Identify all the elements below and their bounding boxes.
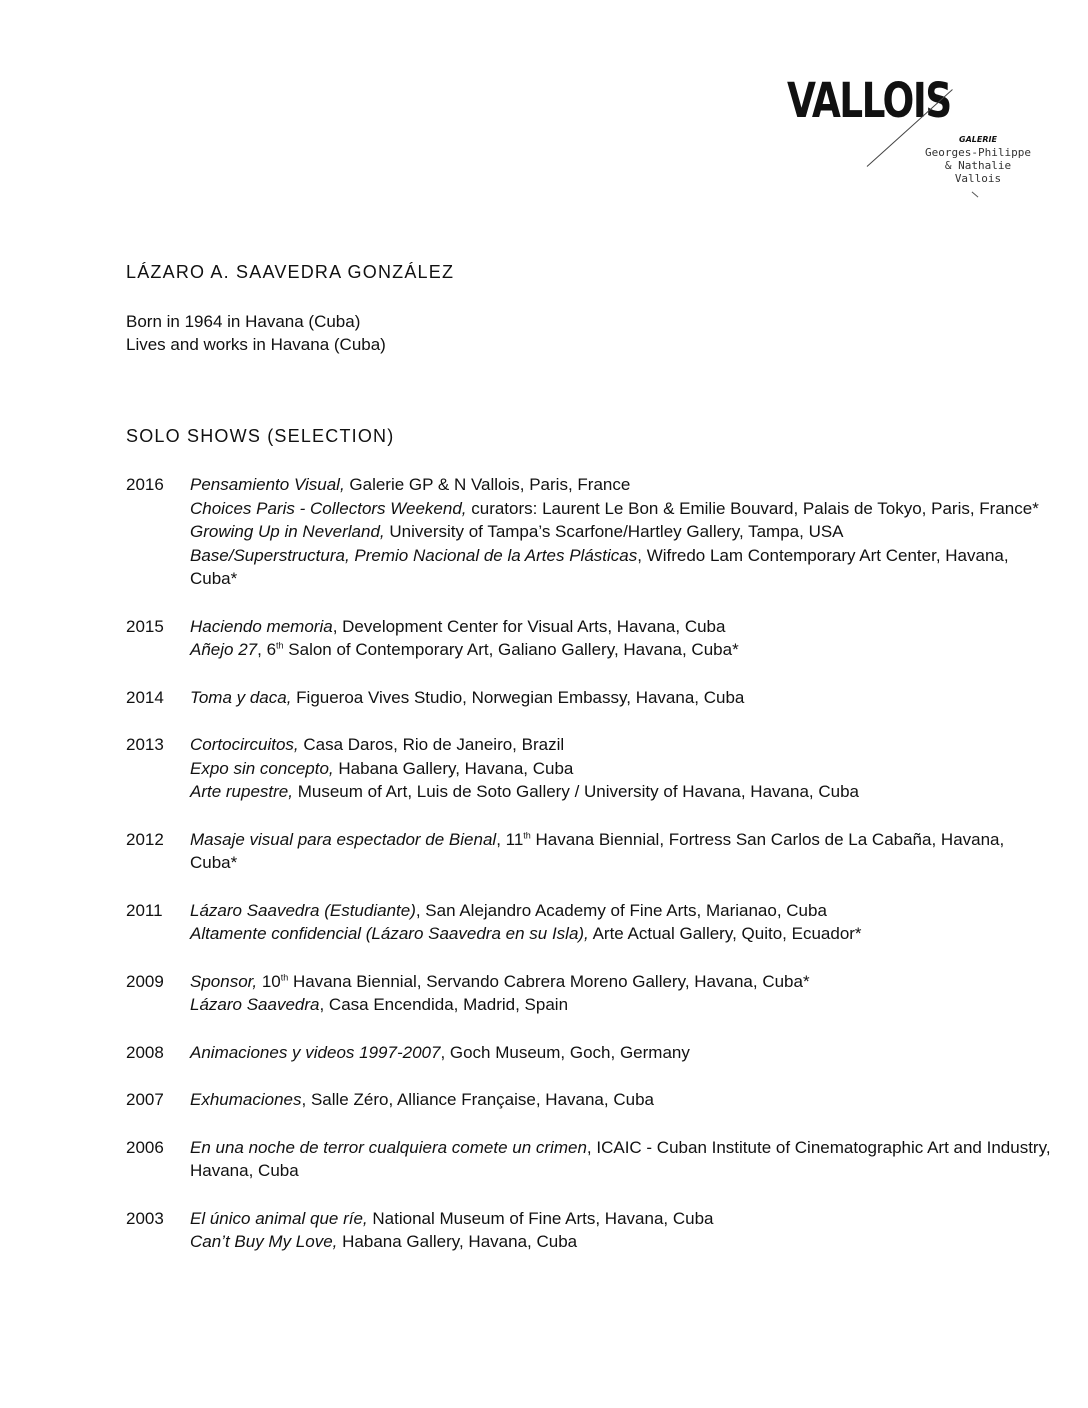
show-lines bbox=[190, 686, 1056, 710]
show-lines bbox=[190, 970, 1056, 1017]
show-lines bbox=[190, 473, 1056, 591]
show-venue: Museum of Art, Luis de Soto Gallery / University of Havana, Havana, Cuba bbox=[293, 782, 859, 801]
show-venue: , 6 bbox=[257, 640, 277, 659]
show-entry bbox=[126, 615, 1056, 662]
show-title: Pensamiento Visual, bbox=[190, 475, 345, 494]
show-lines bbox=[190, 615, 1056, 662]
show-venue: Galerie GP & N Vallois, Paris, France bbox=[344, 475, 631, 494]
show-venue: Habana Gallery, Havana, Cuba bbox=[333, 758, 574, 778]
show-year: 2016 bbox=[126, 475, 164, 494]
show-title: El único animal que ríe, bbox=[190, 1208, 368, 1228]
show-venue: Habana Gallery, Havana, Cuba bbox=[337, 1232, 578, 1251]
show-venue: Havana Biennial, Fortress San Carlos de La Cabaña, Havana, Cuba* bbox=[190, 829, 1005, 872]
show-entry bbox=[126, 1207, 1056, 1254]
logo-tick-mark bbox=[972, 192, 979, 198]
show-title: Masaje visual para espectador de Bienal bbox=[190, 829, 497, 849]
show-lines bbox=[190, 1041, 1056, 1065]
logo-owner-line-3: Vallois bbox=[954, 172, 1002, 185]
show-venue: Arte Actual Gallery, Quito, Ecuador* bbox=[588, 924, 862, 943]
show-venue: , Wifredo Lam Contemporary Art Center, Havana, Cuba* bbox=[190, 545, 1009, 588]
show-year: 2014 bbox=[126, 687, 164, 707]
show-line bbox=[190, 733, 1056, 757]
show-title: Exhumaciones bbox=[190, 1090, 302, 1109]
ordinal-suffix: th bbox=[280, 971, 289, 982]
show-title: Toma y daca, bbox=[190, 687, 292, 707]
show-title: Growing Up in Neverland, bbox=[190, 522, 385, 541]
show-entry bbox=[126, 828, 1056, 875]
show-venue: , ICAIC - Cuban Institute of Cinematographic Art and Industry, Havana, Cuba bbox=[190, 1137, 1051, 1180]
show-year: 2012 bbox=[126, 829, 164, 849]
show-lines bbox=[190, 828, 1056, 875]
show-title: Animaciones y videos 1997-2007 bbox=[190, 1042, 441, 1062]
show-line bbox=[190, 1088, 1056, 1112]
show-line bbox=[190, 1136, 1056, 1183]
show-venue: , 11 bbox=[496, 829, 524, 849]
ordinal-suffix: th bbox=[523, 829, 531, 840]
show-title: Cortocircuitos, bbox=[190, 735, 299, 754]
show-line bbox=[190, 757, 1056, 781]
show-year: 2008 bbox=[126, 1042, 164, 1062]
artist-bio bbox=[126, 310, 386, 356]
show-lines bbox=[190, 733, 1056, 804]
show-lines bbox=[190, 899, 1056, 946]
show-venue: , Salle Zéro, Alliance Française, Havana, Cuba bbox=[301, 1090, 654, 1109]
show-line bbox=[190, 828, 1056, 875]
show-line bbox=[190, 922, 1056, 946]
logo-owner-line-2: & Nathalie bbox=[944, 159, 1012, 172]
show-year: 2011 bbox=[126, 900, 163, 920]
artist-born: Born in 1964 in Havana (Cuba) bbox=[126, 312, 361, 331]
show-title: Choices Paris - Collectors Weekend, bbox=[190, 498, 467, 518]
show-title: Arte rupestre, bbox=[190, 782, 293, 801]
show-line bbox=[190, 780, 1056, 804]
show-venue: , San Alejandro Academy of Fine Arts, Marianao, Cuba bbox=[415, 900, 827, 920]
show-line bbox=[190, 615, 1056, 639]
show-entry bbox=[126, 1041, 1056, 1065]
show-line bbox=[190, 970, 1056, 994]
logo-owner-line-1: Georges-Philippe bbox=[925, 146, 1031, 159]
show-title: Sponsor, bbox=[190, 971, 258, 991]
logo-galerie-label: GALERIE bbox=[959, 135, 997, 144]
artist-name: LÁZARO A. SAAVEDRA GONZÁLEZ bbox=[126, 262, 455, 282]
show-venue: Havana Biennial, Servando Cabrera Moreno Gallery, Havana, Cuba* bbox=[288, 971, 810, 991]
show-year: 2007 bbox=[126, 1090, 164, 1109]
show-year: 2003 bbox=[126, 1208, 164, 1228]
show-year: 2009 bbox=[126, 971, 164, 991]
show-venue: , Goch Museum, Goch, Germany bbox=[440, 1042, 690, 1062]
show-lines bbox=[190, 1136, 1056, 1183]
show-title: Lázaro Saavedra bbox=[190, 995, 320, 1014]
show-line bbox=[190, 1207, 1056, 1231]
logo-wordmark: VALLOIS bbox=[787, 73, 951, 129]
logo-subtitle bbox=[916, 134, 1040, 185]
show-entry bbox=[126, 473, 1056, 591]
show-lines bbox=[190, 1207, 1056, 1254]
show-line bbox=[190, 497, 1056, 521]
show-line bbox=[190, 1041, 1056, 1065]
show-entry bbox=[126, 899, 1056, 946]
show-title: Expo sin concepto, bbox=[190, 758, 334, 778]
show-venue: , Development Center for Visual Arts, Havana, Cuba bbox=[332, 616, 726, 636]
show-venue: 10 bbox=[257, 971, 281, 991]
show-year: 2006 bbox=[126, 1137, 164, 1157]
show-title: Haciendo memoria bbox=[190, 616, 333, 636]
artist-lives: Lives and works in Havana (Cuba) bbox=[126, 335, 386, 354]
show-line bbox=[190, 1230, 1056, 1254]
show-entry bbox=[126, 970, 1056, 1017]
show-entry bbox=[126, 686, 1056, 710]
show-line bbox=[190, 899, 1056, 923]
show-title: Añejo 27 bbox=[190, 640, 258, 659]
show-line bbox=[190, 993, 1056, 1017]
show-line bbox=[190, 520, 1056, 544]
show-entry bbox=[126, 733, 1056, 804]
ordinal-suffix: th bbox=[276, 640, 284, 651]
show-venue: National Museum of Fine Arts, Havana, Cuba bbox=[367, 1208, 714, 1228]
show-year: 2013 bbox=[126, 735, 164, 754]
gallery-logo bbox=[770, 70, 1040, 210]
show-venue: Figueroa Vives Studio, Norwegian Embassy, Havana, Cuba bbox=[291, 687, 745, 707]
show-title: Base/Superstructura, Premio Nacional de la Artes Plásticas bbox=[190, 545, 638, 565]
show-venue: Casa Daros, Rio de Janeiro, Brazil bbox=[298, 735, 565, 754]
show-line bbox=[190, 686, 1056, 710]
show-entry bbox=[126, 1088, 1056, 1112]
show-title: Lázaro Saavedra (Estudiante) bbox=[190, 900, 416, 920]
show-title: Can’t Buy My Love, bbox=[190, 1232, 338, 1251]
show-title: En una noche de terror cualquiera comete un crimen bbox=[190, 1137, 587, 1157]
show-line bbox=[190, 638, 1056, 662]
show-title: Altamente confidencial (Lázaro Saavedra en su Isla), bbox=[190, 924, 589, 943]
show-year: 2015 bbox=[126, 616, 164, 636]
show-venue: University of Tampa’s Scarfone/Hartley Gallery, Tampa, USA bbox=[384, 522, 844, 541]
section-title-solo-shows: SOLO SHOWS (SELECTION) bbox=[126, 426, 395, 446]
show-venue: curators: Laurent Le Bon & Emilie Bouvard, Palais de Tokyo, Paris, France* bbox=[466, 498, 1039, 518]
show-venue: , Casa Encendida, Madrid, Spain bbox=[319, 995, 569, 1014]
show-lines bbox=[190, 1088, 1056, 1112]
show-line bbox=[190, 473, 1056, 497]
solo-shows-list bbox=[126, 473, 1056, 1278]
show-line bbox=[190, 544, 1056, 591]
show-entry bbox=[126, 1136, 1056, 1183]
show-venue: Salon of Contemporary Art, Galiano Gallery, Havana, Cuba* bbox=[283, 640, 739, 659]
